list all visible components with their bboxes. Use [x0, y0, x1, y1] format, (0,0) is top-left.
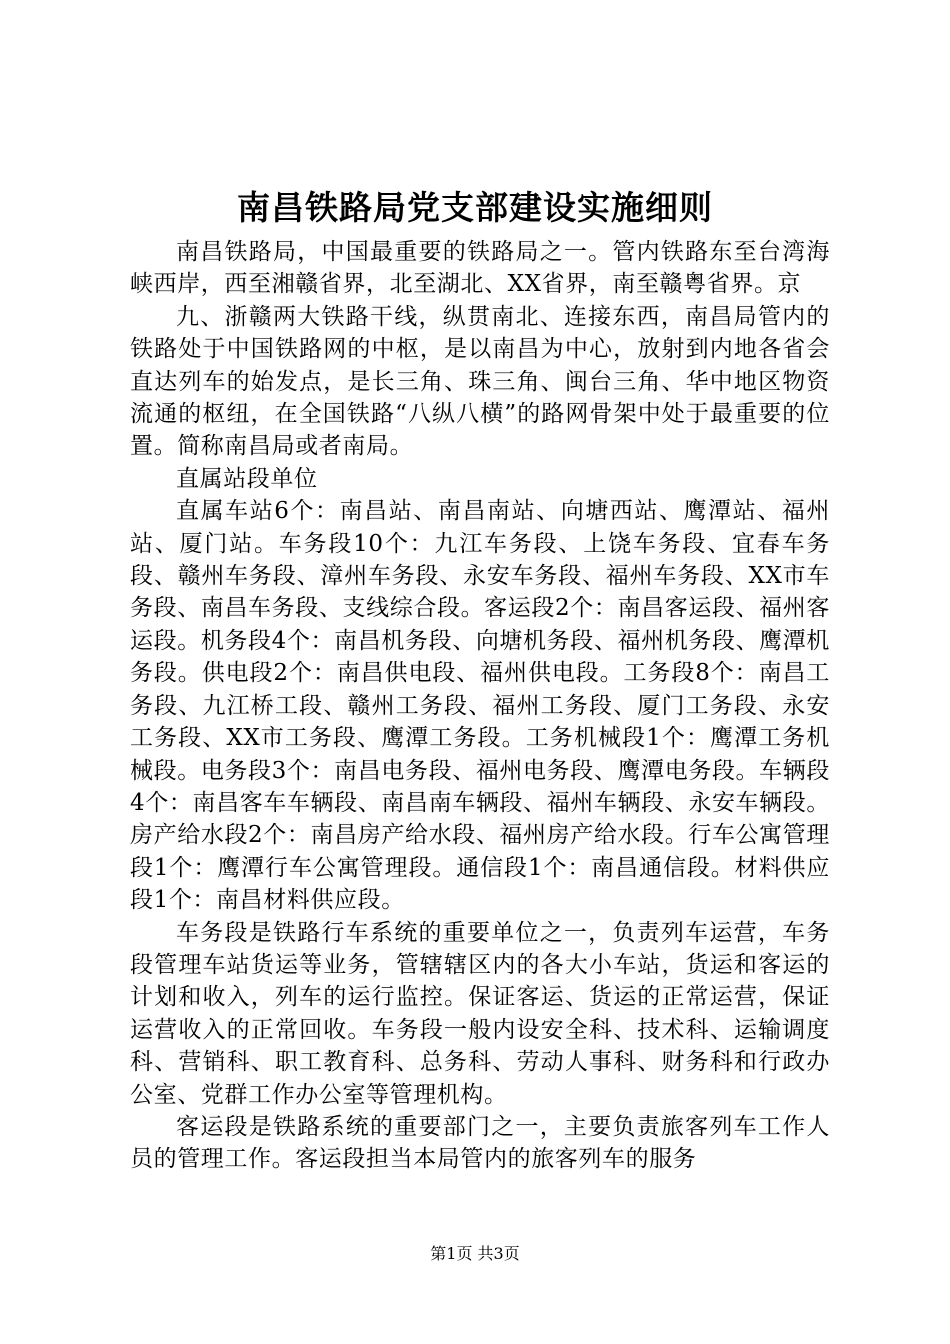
paragraph-unit-list: 直属车站6个：南昌站、南昌南站、向塘西站、鹰潭站、福州站、厦门站。车务段10个：九江车务段、上饶车务段、宜春车务段、赣州车务段、漳州车务段、永安车务段、福州车务段、XX市车务段、南昌车务段、支线综合段。客运段2个：南昌客运段、福州客运段。机务段4个：南昌机务段、向塘机务段、福州机务段、鹰潭机务段。供电段2个：南昌供电段、福州供电段。工务段8个：南昌工务段、九江桥工段、赣州工务段、福州工务段、厦门工务段、永安工务段、XX市工务段、鹰潭工务段。工务机械段1个：鹰潭工务机械段。电务段3个：南昌电务段、福州电务段、鹰潭电务段。车辆段4个：南昌客车车辆段、南昌南车辆段、福州车辆段、永安车辆段。房产给水段2个：南昌房产给水段、福州房产给水段。行车公寓管理段1个：鹰潭行车公寓管理段。通信段1个：南昌通信段。材料供应段1个：南昌材料供应段。 — [130, 498, 830, 914]
document-title: 南昌铁路局党支部建设实施细则 — [237, 188, 713, 227]
section-heading-units: 直属站段单位 — [176, 465, 318, 492]
paragraph-depot-duties: 车务段是铁路行车系统的重要单位之一，负责列车运营，车务段管理车站货运等业务，管辖辖区内的各大小车站，货运和客运的计划和收入，列车的运行监控。保证客运、货运的正常运营，保证运营收入的正常回收。车务段一般内设安全科、技术科、运输调度科、营销科、职工教育科、总务科、劳动人事科、财务科和行政办公室、党群工作办公室等管理机构。 — [130, 919, 830, 1108]
paragraph-passenger-section: 客运段是铁路系统的重要部门之一，主要负责旅客列车工作人员的管理工作。客运段担当本局管内的旅客列车的服务 — [130, 1113, 830, 1173]
paragraph-intro: 南昌铁路局，中国最重要的铁路局之一。管内铁路东至台湾海峡西岸，西至湘赣省界，北至湖北、XX省界，南至赣粤省界。京 — [130, 239, 830, 298]
paragraph-overview: 九、浙赣两大铁路干线，纵贯南北、连接东西，南昌局管内的铁路处于中国铁路网的中枢，是以南昌为中心，放射到内地各省会直达列车的始发点，是长三角、珠三角、闽台三角、华中地区物资流通的枢纽，在全国铁路“八纵八横”的路网骨架中处于最重要的位置。简称南昌局或者南局。 — [130, 303, 830, 460]
document-body — [130, 236, 830, 1176]
page-footer: 第1页 共3页 — [430, 1244, 520, 1263]
